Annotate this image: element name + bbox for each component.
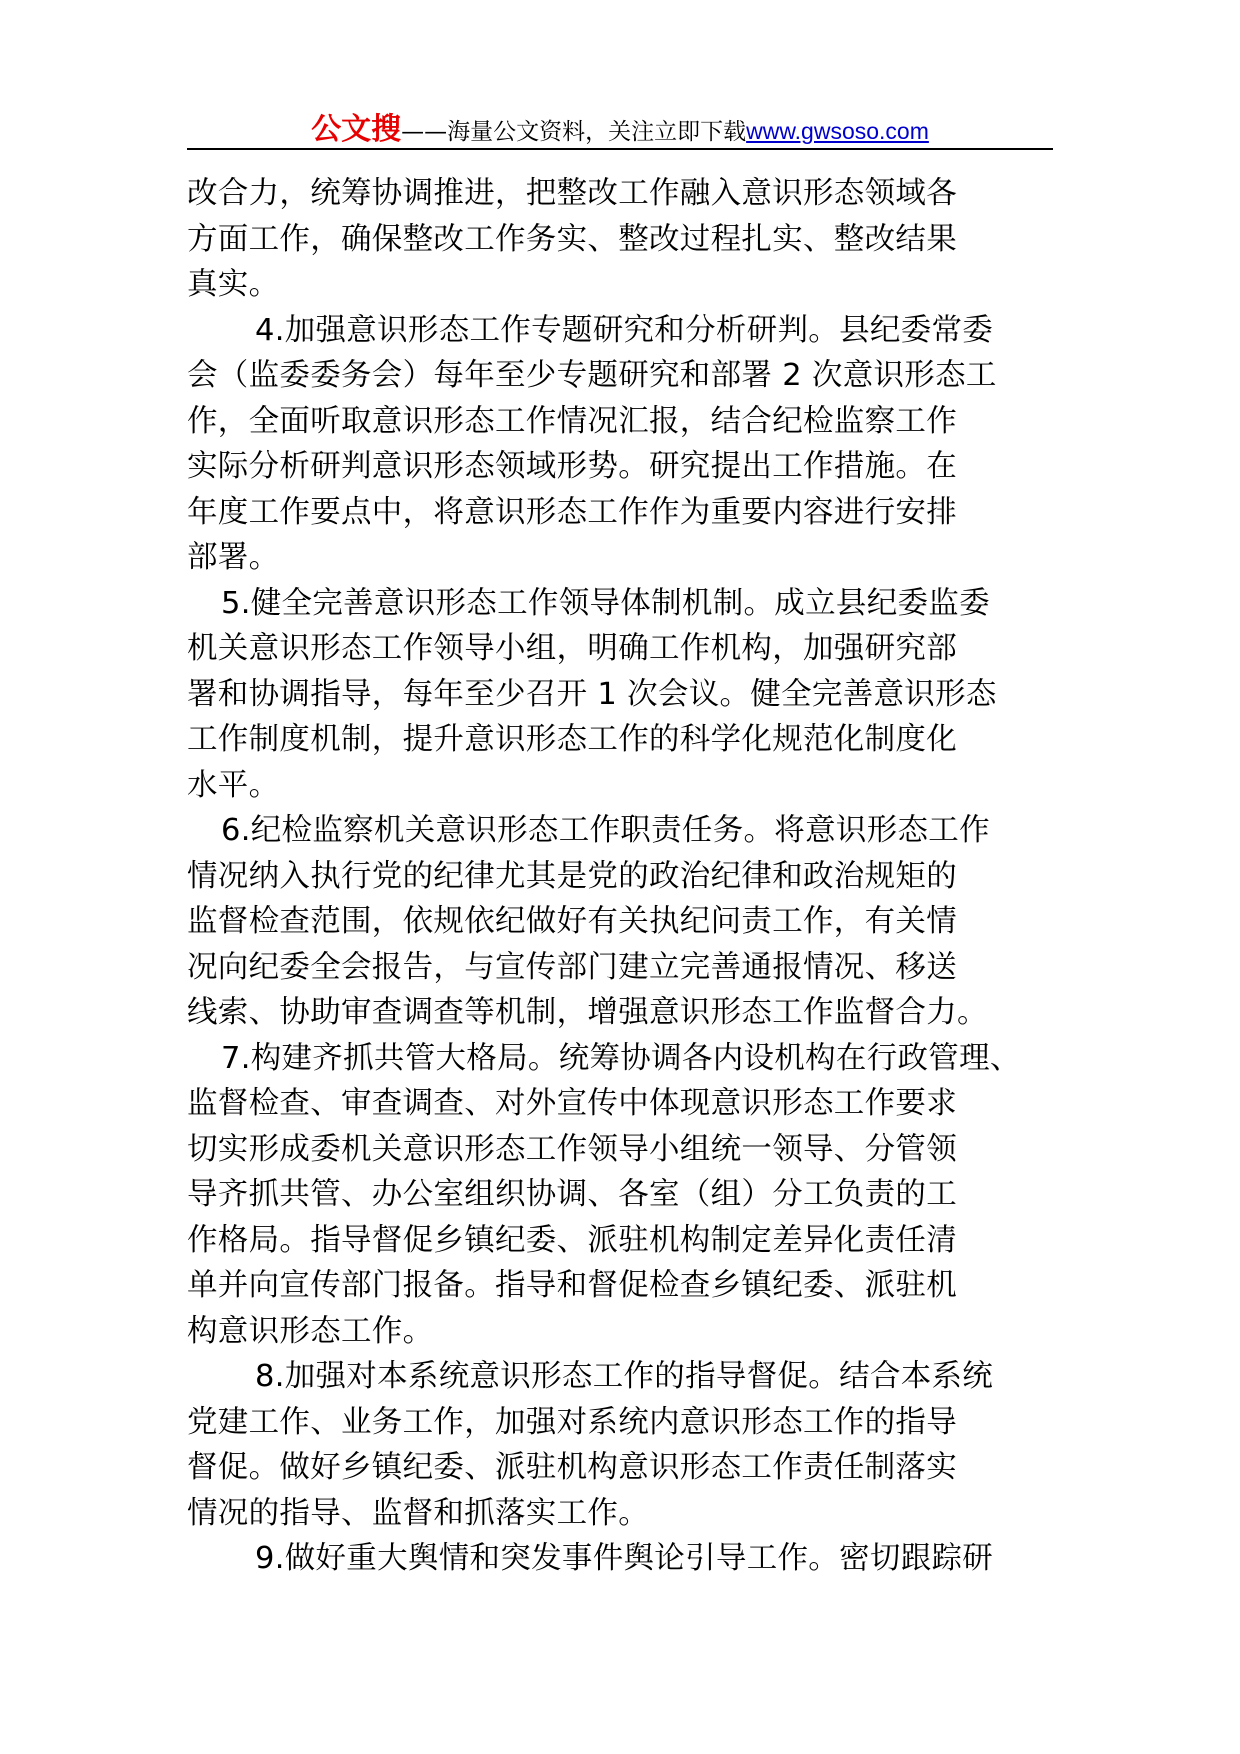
text-line: 情况的指导、监督和抓落实工作。 [187,1495,649,1531]
text-line: 督促。做好乡镇纪委、派驻机构意识形态工作责任制落实 [187,1450,957,1485]
paragraph-4-start: 4.加强意识形态工作专题研究和分析研判。县纪委常委 [255,312,994,348]
text-line: 导齐抓共管、办公室组织协调、各室（组）分工负责的工 [187,1177,957,1212]
document-body [187,171,1053,1582]
text-line: 改合力，统筹协调推进，把整改工作融入意识形态领域各 [187,176,957,211]
text-line: 作，全面听取意识形态工作情况汇报，结合纪检监察工作 [187,403,957,439]
text-line: 工作制度机制，提升意识形态工作的科学化规范化制度化 [187,722,957,757]
brand-name: 公文搜 [311,112,402,147]
text-line: 作格局。指导督促乡镇纪委、派驻机构制定差异化责任清 [187,1222,957,1258]
text-line: 会（监委委务会）每年至少专题研究和部署 2 次意识形态工 [187,358,997,393]
text-line: 切实形成委机关意识形态工作领导小组统一领导、分管领 [187,1131,957,1167]
text-line: 党建工作、业务工作，加强对系统内意识形态工作的指导 [187,1404,957,1440]
page-header [187,104,1053,146]
paragraph-6-start: 6.纪检监察机关意识形态工作职责任务。将意识形态工作 [221,813,990,848]
text-line: 构意识形态工作。 [187,1313,434,1349]
header-tagline: ——海量公文资料，关注立即下载 [401,119,747,145]
paragraph-5-start: 5.健全完善意识形态工作领导体制机制。成立县纪委监委 [221,585,990,621]
text-line: 实际分析研判意识形态领域形势。研究提出工作措施。在 [187,449,957,484]
text-line: 真实。 [187,267,280,302]
text-line: 署和协调指导，每年至少召开 1 次会议。健全完善意识形态 [187,676,997,712]
header-divider [187,148,1053,150]
text-line: 机关意识形态工作领导小组，明确工作机构，加强研究部 [187,631,957,666]
text-line: 情况纳入执行党的纪律尤其是党的政治纪律和政治规矩的 [187,858,957,894]
text-line: 监督检查范围，依规依纪做好有关执纪问责工作，有关情 [187,904,957,939]
text-line: 年度工作要点中，将意识形态工作作为重要内容进行安排 [187,494,957,530]
paragraph-7-start: 7.构建齐抓共管大格局。统筹协调各内设机构在行政管理、 [221,1040,1021,1076]
text-line: 监督检查、审查调查、对外宣传中体现意识形态工作要求 [187,1086,957,1121]
text-line: 部署。 [187,540,280,575]
text-line: 线索、协助审查调查等机制，增强意识形态工作监督合力。 [187,995,988,1030]
paragraph-9-start: 9.做好重大舆情和突发事件舆论引导工作。密切跟踪研 [255,1541,994,1576]
text-line: 方面工作，确保整改工作务实、整改过程扎实、整改结果 [187,221,957,257]
text-line: 单并向宣传部门报备。指导和督促检查乡镇纪委、派驻机 [187,1268,957,1303]
paragraph-8-start: 8.加强对本系统意识形态工作的指导督促。结合本系统 [255,1359,994,1394]
website-link[interactable]: www.gwsoso.com [746,118,929,144]
text-line: 况向纪委全会报告，与宣传部门建立完善通报情况、移送 [187,949,957,985]
text-line: 水平。 [187,767,280,803]
